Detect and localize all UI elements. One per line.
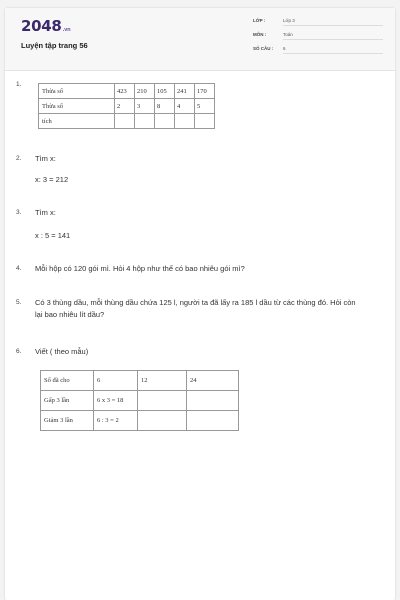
answer-cell[interactable] — [138, 391, 187, 411]
table-cell: Gấp 3 lần — [41, 391, 94, 411]
table-cell: 2 — [115, 99, 135, 114]
answer-cell[interactable] — [187, 411, 239, 431]
question-number: 3. — [16, 209, 22, 216]
field-class-label: LỚP : — [253, 18, 266, 23]
answer-cell[interactable] — [155, 114, 175, 129]
table-cell: Giảm 3 lần — [41, 411, 94, 431]
answer-cell[interactable] — [175, 114, 195, 129]
question-number: 1. — [16, 81, 22, 88]
table-cell: 6 — [94, 371, 138, 391]
field-class-value: Lớp 3 — [283, 18, 383, 26]
answer-cell[interactable] — [135, 114, 155, 129]
table-row — [41, 371, 239, 391]
table-cell: 105 — [155, 84, 175, 99]
table-cell: 3 — [135, 99, 155, 114]
table-cell: Số đã cho — [41, 371, 94, 391]
field-subject-value: Toán — [283, 32, 383, 40]
table-row — [39, 99, 215, 114]
question-number: 2. — [16, 155, 22, 162]
field-subject-label: MÔN : — [253, 32, 267, 37]
question-text: Mỗi hộp có 120 gói mì. Hỏi 4 hộp như thế có bao nhiêu gói mì? — [35, 264, 245, 273]
answer-cell[interactable] — [195, 114, 215, 129]
question-number: 6. — [16, 348, 22, 355]
worksheet-header — [5, 8, 395, 71]
table-cell: 24 — [187, 371, 239, 391]
table-row — [41, 391, 239, 411]
table-cell: 6 : 3 = 2 — [94, 411, 138, 431]
field-question-count-label: SỐ CÂU : — [253, 46, 274, 51]
table-row — [39, 114, 215, 129]
multiplication-table — [38, 83, 215, 129]
table-row — [39, 84, 215, 99]
logo-suffix: .vn — [62, 27, 71, 33]
table-cell: 210 — [135, 84, 155, 99]
worksheet-title: Luyện tập trang 56 — [21, 41, 88, 50]
multiply-divide-table — [40, 370, 239, 431]
question-text: Viết ( theo mẫu) — [35, 347, 89, 356]
equation: x: 3 = 212 — [35, 175, 69, 184]
question-number: 5. — [16, 299, 22, 306]
table-cell: Thừa số — [39, 99, 115, 114]
table-cell: 170 — [195, 84, 215, 99]
table-cell: 12 — [138, 371, 187, 391]
question-number: 4. — [16, 265, 22, 272]
field-question-count-value: 6 — [283, 46, 383, 54]
table-cell: tích — [39, 114, 115, 129]
table-cell: 4 — [175, 99, 195, 114]
table-cell: 423 — [115, 84, 135, 99]
question-text: Có 3 thùng dầu, mỗi thùng dầu chứa 125 l, người ta đã lấy ra 185 l dầu từ các thùng đó. Hỏi còn lại bao nhiêu lít dầu? — [35, 298, 356, 319]
equation: x : 5 = 141 — [35, 231, 71, 240]
table-cell: 241 — [175, 84, 195, 99]
question-text: Tìm x: — [35, 154, 56, 163]
answer-cell[interactable] — [187, 391, 239, 411]
site-logo[interactable]: 2048.vn — [21, 17, 71, 35]
field-class — [253, 18, 383, 30]
answer-cell[interactable] — [115, 114, 135, 129]
field-subject — [253, 32, 383, 44]
question-text: Tìm x: — [35, 208, 56, 217]
table-cell: 5 — [195, 99, 215, 114]
table-cell: 6 x 3 = 18 — [94, 391, 138, 411]
table-cell: Thừa số — [39, 84, 115, 99]
answer-cell[interactable] — [138, 411, 187, 431]
table-cell: 8 — [155, 99, 175, 114]
table-row — [41, 411, 239, 431]
field-question-count — [253, 46, 383, 58]
